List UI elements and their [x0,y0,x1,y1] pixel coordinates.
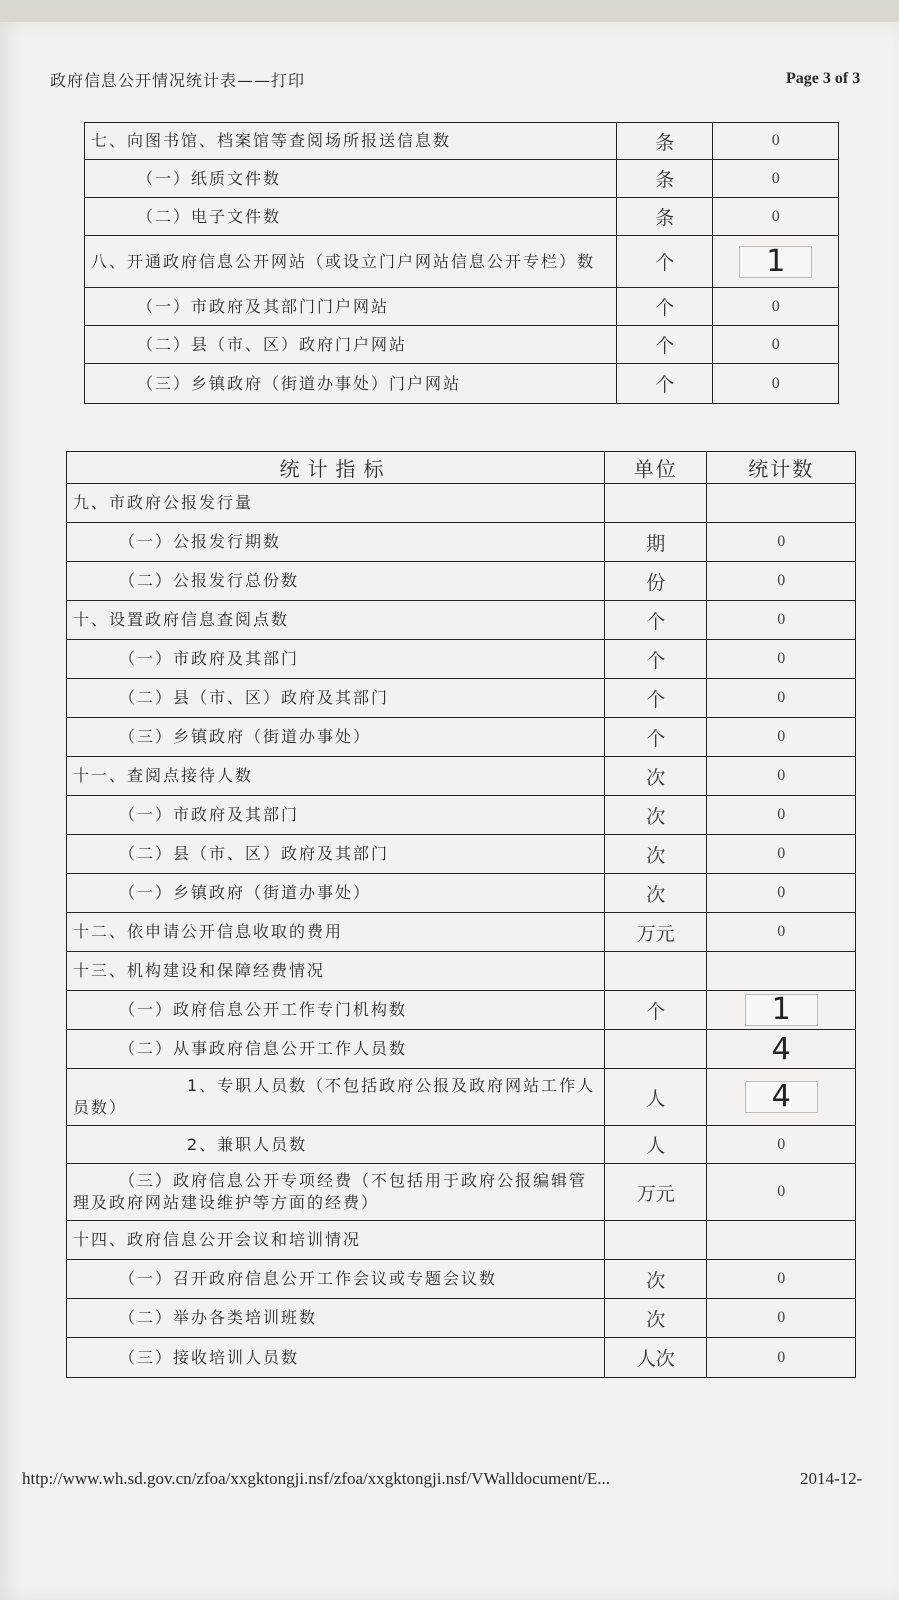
indicator-label-text: 1、专职人员数（不包括政府公报及政府网站工作人员数） [73,1076,596,1117]
table-row [67,757,856,796]
handwritten-value: 4 [771,1031,791,1067]
indicator-label: （一）市政府及其部门 [67,796,605,835]
indicator-label: （二）举办各类培训班数 [67,1299,605,1338]
unit-cell: 个 [605,718,707,757]
value-cell: 0 [713,123,839,160]
indicator-label [67,1164,605,1221]
unit-cell: 次 [605,835,707,874]
unit-cell: 条 [617,198,713,236]
unit-cell: 次 [605,1299,707,1338]
header-indicator: 统计指标 [67,452,605,484]
unit-cell: 个 [605,640,707,679]
statistics-table-top [84,122,839,404]
indicator-label: （二）县（市、区）政府门户网站 [85,326,617,364]
indicator-label: 十三、机构建设和保障经费情况 [67,952,605,991]
unit-cell: 次 [605,796,707,835]
indicator-label: （一）召开政府信息公开工作会议或专题会议数 [67,1260,605,1299]
unit-cell: 次 [605,757,707,796]
indicator-label: 十二、依申请公开信息收取的费用 [67,913,605,952]
table-row [67,1030,856,1069]
table-row [67,991,856,1030]
indicator-label: 七、向图书馆、档案馆等查阅场所报送信息数 [85,123,617,160]
unit-cell: 次 [605,874,707,913]
table-row [67,484,856,523]
table-row [67,1260,856,1299]
indicator-label: 十四、政府信息公开会议和培训情况 [67,1221,605,1260]
value-cell: 0 [707,562,856,601]
table-row [85,160,839,198]
unit-cell: 万元 [605,913,707,952]
table-row [85,123,839,160]
table-row [67,640,856,679]
indicator-label: （三）乡镇政府（街道办事处）门户网站 [85,364,617,404]
table-row [67,874,856,913]
unit-cell: 人次 [605,1338,707,1378]
indicator-label: （二）公报发行总份数 [67,562,605,601]
table-row [67,1299,856,1338]
value-cell: 0 [707,835,856,874]
unit-cell [605,484,707,523]
table-row [67,718,856,757]
indicator-label: 十一、查阅点接待人数 [67,757,605,796]
indicator-label: （二）县（市、区）政府及其部门 [67,835,605,874]
unit-cell: 个 [617,288,713,326]
footer-date: 2014-12- [800,1469,863,1488]
table-row [67,796,856,835]
unit-cell: 个 [605,679,707,718]
table-row [67,679,856,718]
table-row [67,1069,856,1126]
unit-cell [605,1221,707,1260]
indicator-label: 八、开通政府信息公开网站（或设立门户网站信息公开专栏）数 [85,236,617,288]
table-row [85,198,839,236]
unit-cell: 个 [605,991,707,1030]
indicator-label: （二）电子文件数 [85,198,617,236]
value-cell: 0 [713,160,839,198]
table-row [67,1126,856,1164]
table-row [67,835,856,874]
value-cell: 0 [707,718,856,757]
indicator-label [67,1069,605,1126]
page-number: Page 3 of 3 [786,70,861,87]
table-row [85,236,839,288]
value-cell [707,1030,856,1069]
unit-cell: 期 [605,523,707,562]
unit-cell [605,1030,707,1069]
header-count: 统计数 [707,452,856,484]
table-row [67,1164,856,1221]
indicator-label: 九、市政府公报发行量 [67,484,605,523]
value-cell: 0 [707,1299,856,1338]
unit-cell [605,952,707,991]
statistics-table-main [66,451,856,1378]
indicator-label: （三）接收培训人员数 [67,1338,605,1378]
value-cell [707,484,856,523]
value-cell: 0 [707,874,856,913]
indicator-label: 十、设置政府信息查阅点数 [67,601,605,640]
value-cell: 0 [707,523,856,562]
unit-cell: 人 [605,1126,707,1164]
table-header-row [67,452,856,484]
unit-cell: 次 [605,1260,707,1299]
handwritten-value: 1 [739,246,812,278]
value-cell: 0 [707,1260,856,1299]
value-cell: 0 [707,640,856,679]
table-row [67,913,856,952]
value-cell: 0 [707,796,856,835]
unit-cell: 个 [617,326,713,364]
unit-cell: 份 [605,562,707,601]
unit-cell: 个 [617,364,713,404]
value-cell: 0 [707,679,856,718]
value-cell [707,952,856,991]
unit-cell: 条 [617,123,713,160]
indicator-label: （一）政府信息公开工作专门机构数 [67,991,605,1030]
table-row [85,364,839,404]
table-row [85,326,839,364]
value-cell: 0 [707,913,856,952]
table-row [67,562,856,601]
indicator-label: （三）乡镇政府（街道办事处） [67,718,605,757]
header-unit: 单位 [605,452,707,484]
indicator-label: 2、兼职人员数 [67,1126,605,1164]
handwritten-value: 4 [745,1081,818,1113]
value-cell: 0 [707,1126,856,1164]
value-cell [713,236,839,288]
value-cell [707,1069,856,1126]
indicator-label: （二）县（市、区）政府及其部门 [67,679,605,718]
unit-cell: 条 [617,160,713,198]
footer-url: http://www.wh.sd.gov.cn/zfoa/xxgktongji.nsf/zfoa/xxgktongji.nsf/VWalldocument/E... [22,1469,611,1488]
value-cell [707,991,856,1030]
value-cell: 0 [713,364,839,404]
indicator-label: （二）从事政府信息公开工作人员数 [67,1030,605,1069]
indicator-label-text: （三）政府信息公开专项经费（不包括用于政府公报编辑管理及政府网站建设维护等方面的经费） [73,1171,588,1212]
document-header-title: 政府信息公开情况统计表——打印 [50,71,306,90]
unit-cell: 个 [605,601,707,640]
value-cell: 0 [713,288,839,326]
indicator-label: （一）乡镇政府（街道办事处） [67,874,605,913]
value-cell: 0 [713,326,839,364]
unit-cell: 个 [617,236,713,288]
table-row [67,601,856,640]
unit-cell: 万元 [605,1164,707,1221]
indicator-label: （一）市政府及其部门 [67,640,605,679]
unit-cell: 人 [605,1069,707,1126]
value-cell: 0 [707,1338,856,1378]
value-cell: 0 [713,198,839,236]
indicator-label: （一）公报发行期数 [67,523,605,562]
handwritten-value: 1 [745,994,818,1026]
table-row [67,1221,856,1260]
table-row [67,523,856,562]
table-row [67,952,856,991]
value-cell: 0 [707,601,856,640]
value-cell [707,1221,856,1260]
value-cell: 0 [707,1164,856,1221]
indicator-label: （一）市政府及其部门门户网站 [85,288,617,326]
table-row [67,1338,856,1378]
table-row [85,288,839,326]
indicator-label: （一）纸质文件数 [85,160,617,198]
value-cell: 0 [707,757,856,796]
